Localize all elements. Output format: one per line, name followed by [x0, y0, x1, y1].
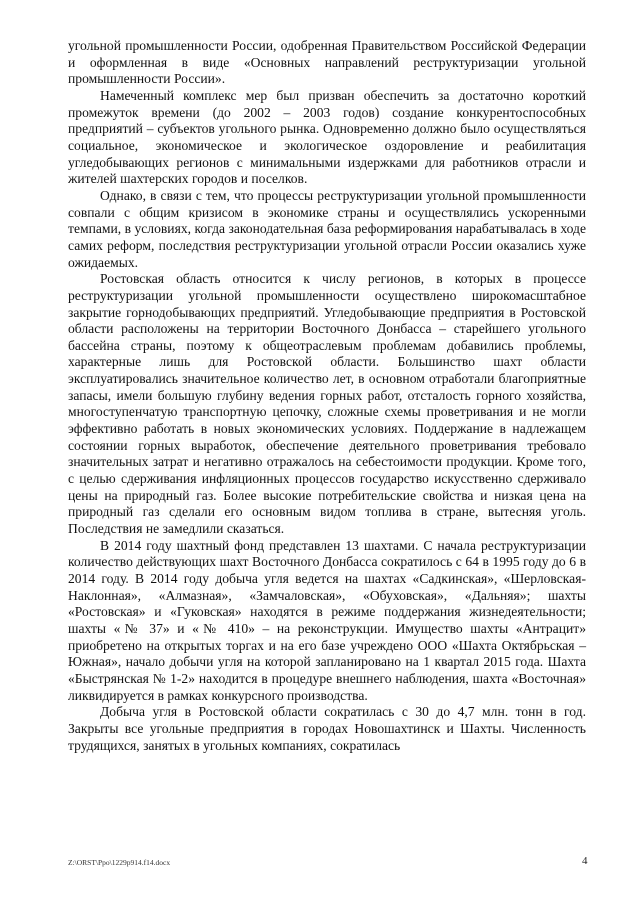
paragraph-1: угольной промышленности России, одобренная Правительством Российской Федерации и оформленная в виде «Основных направлений реструктуризации угольной промышленности России».	[68, 38, 586, 87]
paragraph-6: Добыча угля в Ростовской области сократилась с 30 до 4,7 млн. тонн в год. Закрыты все угольные предприятия в городах Новошахтинск и Шахты. Численность трудящихся, занятых в угольных компаниях, сократилась	[68, 704, 586, 753]
paragraph-5: В 2014 году шахтный фонд представлен 13 шахтами. С начала реструктуризации количество действующих шахт Восточного Донбасса сократилось с 64 в 1995 году до 6 в 2014 году. В 2014 году добыча угля ведется на шахтах «Садкинская», «Шерловская-Наклонная», «Алмазная», «Замчаловская», «Обуховская», «Дальняя»; шахты «Ростовская» и «Гуковская» находятся в режиме поддержания жизнедеятельности; шахты «№ 37» и «№ 410» – на реконструкции. Имущество шахты «Антрацит» приобретено на открытых торгах и на его базе учреждено ООО «Шахта Октябрьская – Южная», начало добычи угля на которой запланировано на 1 квартал 2015 года. Шахта «Быстрянская № 1-2» находится в процедуре внешнего наблюдения, шахта «Восточная» ликвидируется в рамках конкурсного производства.	[68, 537, 586, 703]
body-text	[68, 38, 586, 754]
paragraph-3: Однако, в связи с тем, что процессы реструктуризации угольной промышленности совпали с общим кризисом в экономике страны и осуществлялись ускоренными темпами, в условиях, когда законодательная база реформирования нарабатывалась в ходе самих реформ, последствия реструктуризации угольной отрасли России оказались хуже ожидаемых.	[68, 187, 586, 270]
footer-file-path: Z:\ORST\Ppo\1229p914.f14.docx	[68, 858, 171, 867]
paragraph-4: Ростовская область относится к числу регионов, в которых в процессе реструктуризации угольной промышленности осуществлено широкомасштабное закрытие горнодобывающих предприятий. Угледобывающие предприятия в Ростовской области расположены на территории Восточного Донбасса – старейшего угольного бассейна страны, поэтому к общеотраслевым проблемам добавились проблемы, характерные лишь для Ростовской области. Большинство шахт области эксплуатировались значительное количество лет, в основном отработали благоприятные запасы, имели большую глубину ведения горных работ, отсталость горного хозяйства, многоступенчатую транспортную цепочку, сложные схемы проветривания и не могли эффективно работать в новых экономических условиях. Поддержание в надлежащем состоянии горных выработок, обеспечение деятельного проветривания требовало значительных затрат и негативно отражалось на себестоимости продукции. Кроме того, с целью сдерживания инфляционных процессов государство искусственно сдерживало цены на природный газ. Более высокие потребительские свойства и низкая цена на природный газ сделали его основным видом топлива в стране, вытесняя уголь. Последствия не замедлили сказаться.	[68, 271, 586, 537]
paragraph-2: Намеченный комплекс мер был призван обеспечить за достаточно короткий промежуток времени (до 2002 – 2003 годов) создание конкурентоспособных предприятий – субъектов угольного рынка. Одновременно должно было осуществляться социальное, экономическое и экологическое оздоровление и реабилитация угледобывающих регионов с минимальными издержками для работников отрасли и жителей шахтерских городов и поселков.	[68, 87, 586, 187]
page-number: 4	[582, 855, 588, 867]
